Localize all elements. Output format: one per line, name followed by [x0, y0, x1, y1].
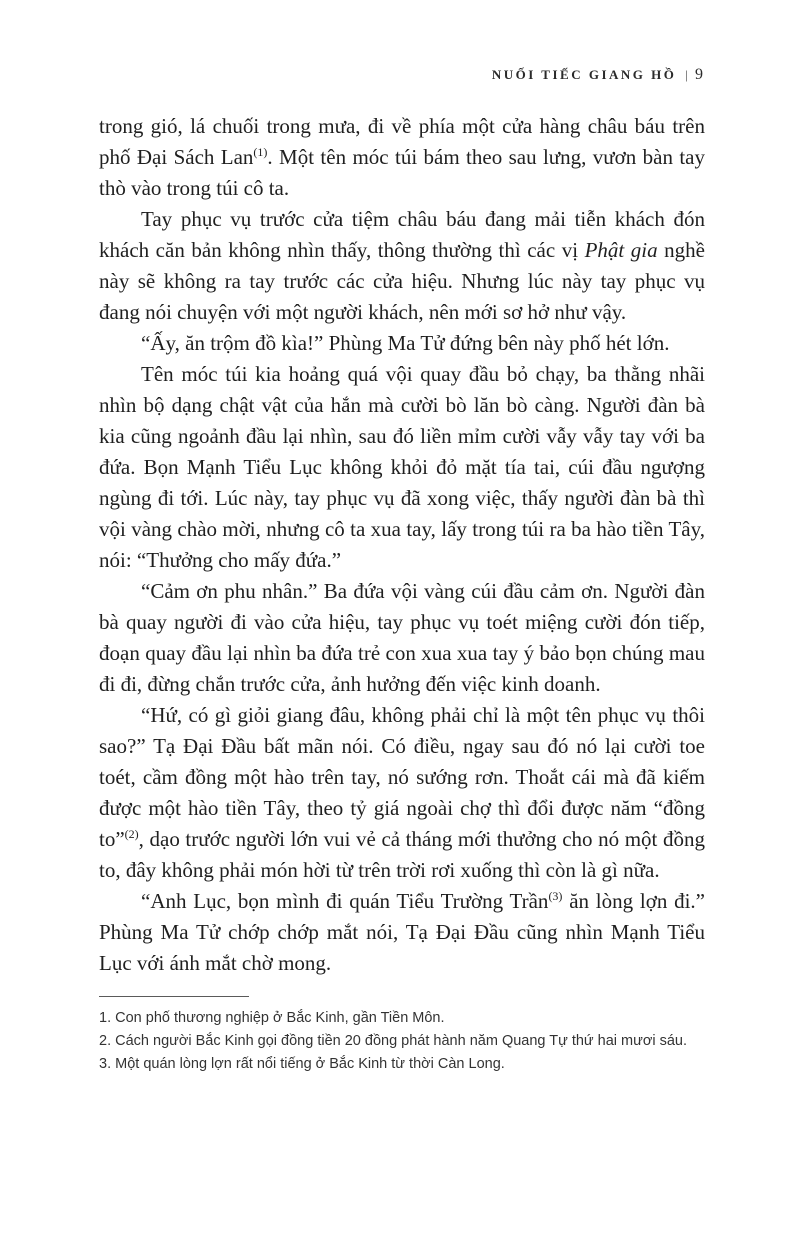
paragraph: [99, 359, 705, 576]
footnote-item: 1. Con phố thương nghiệp ở Bắc Kinh, gần Tiền Môn.: [99, 1010, 445, 1026]
footnote-item: 3. Một quán lòng lợn rất nổi tiếng ở Bắc Kinh từ thời Càn Long.: [99, 1056, 505, 1072]
header-separator: |: [685, 67, 688, 82]
paragraph: [99, 328, 705, 359]
body-text: [99, 111, 705, 979]
paragraph: [99, 111, 705, 204]
footnote-item: 2. Cách người Bắc Kinh gọi đồng tiền 20 đồng phát hành năm Quang Tự thứ hai mươi sáu.: [99, 1033, 687, 1049]
text-run: “Anh Lục, bọn mình đi quán Tiểu Trường Trần: [141, 889, 549, 913]
text-run: trong gió, lá chuối trong mưa, đi về phía một cửa hàng châu báu trên phố Đại Sách Lan: [99, 114, 705, 169]
text-run: nghề này sẽ không ra tay trước các cửa hiệu. Nhưng lúc này tay phục vụ đang nói chuyện với một người khách, nên mới sơ hở như vậy.: [99, 238, 705, 324]
emphasized-text: Phật gia: [584, 238, 658, 262]
paragraph: [99, 204, 705, 328]
footnote-reference: (2): [124, 827, 139, 841]
footnote-reference: (3): [548, 889, 563, 903]
paragraph: [99, 886, 705, 979]
running-title: NUỐI TIẾC GIANG HỒ: [491, 67, 677, 82]
text-run: . Một tên móc túi bám theo sau lưng, vươn bàn tay thò vào trong túi cô ta.: [99, 145, 705, 200]
page-header: [99, 66, 703, 84]
text-run: ăn lòng lợn đi.” Phùng Ma Tử chớp chớp mắt nói, Tạ Đại Đầu cũng nhìn Mạnh Tiểu Lục với ánh mắt chờ mong.: [99, 889, 706, 975]
footnote-separator-rule: [99, 996, 249, 997]
text-run: Tay phục vụ trước cửa tiệm châu báu đang mải tiễn khách đón khách căn bản không nhìn thấy, thông thường thì các vị: [99, 207, 705, 262]
paragraph: [99, 576, 705, 700]
text-run: “Ấy, ăn trộm đồ kìa!” Phùng Ma Tử đứng bên này phố hét lớn.: [141, 331, 670, 355]
text-run: “Hứ, có gì giỏi giang đâu, không phải chỉ là một tên phục vụ thôi sao?” Tạ Đại Đầu bất mãn nói. Có điều, ngay sau đó nó lại cười toe toét, cầm đồng một hào trên tay, nó sướng rơn. Thoắt cái mà đã kiếm được một hào tiền Tây, theo tỷ giá ngoài chợ thì đổi được năm “đồng to”: [99, 703, 705, 851]
text-run: Tên móc túi kia hoảng quá vội quay đầu bỏ chạy, ba thằng nhãi nhìn bộ dạng chật vật của hắn mà cười bò lăn bò càng. Người đàn bà kia cũng ngoảnh đầu lại nhìn, sau đó liền mỉm cười vẫy vẫy tay với ba đứa. Bọn Mạnh Tiểu Lục không khỏi đỏ mặt tía tai, cúi đầu ngượng ngùng đi tới. Lúc này, tay phục vụ đã xong việc, thấy người đàn bà thì vội vàng chào mời, nhưng cô ta xua tay, lấy trong túi ra ba hào tiền Tây, nói: “Thưởng cho mấy đứa.”: [99, 362, 705, 572]
page-number: 9: [695, 66, 703, 83]
footnote-list: [99, 1007, 705, 1076]
text-run: “Cảm ơn phu nhân.” Ba đứa vội vàng cúi đầu cảm ơn. Người đàn bà quay người đi vào cửa hiệu, tay phục vụ toét miệng cười đón tiếp, đoạn quay đầu lại nhìn ba đứa trẻ con xua xua tay ý bảo bọn chúng mau đi đi, đừng chắn trước cửa, ảnh hưởng đến việc kinh doanh.: [99, 579, 705, 696]
footnote-reference: (1): [253, 145, 268, 159]
paragraph: [99, 700, 705, 886]
footnotes-section: [99, 996, 705, 1076]
text-run: , dạo trước người lớn vui vẻ cả tháng mới thưởng cho nó một đồng to, đây không phải món hời từ trên trời rơi xuống thì còn là gì nữa.: [99, 827, 705, 882]
